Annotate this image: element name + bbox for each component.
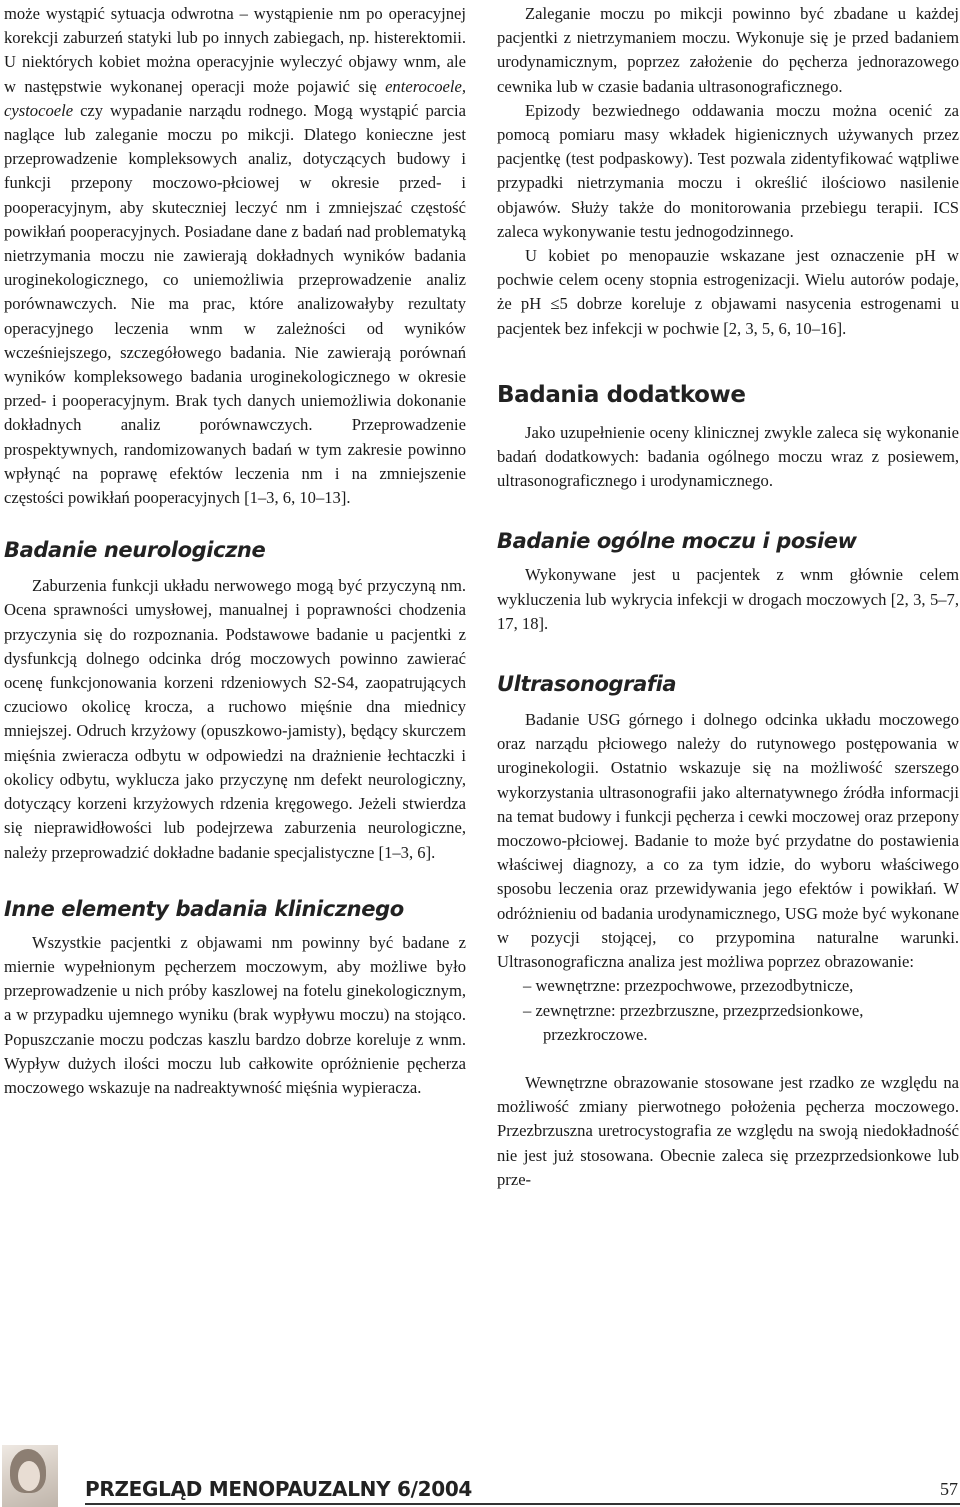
footer-rule [85, 1503, 960, 1505]
heading-other-clinical-elements: Inne elementy badania klinicznego [4, 896, 404, 921]
paragraph-pad-test: Epizody bezwiednego oddawania moczu można ocenić za pomocą pomiaru masy wkładek higienicznych używanych przez pacjentkę (test podpaskowy). Test pozwala zidentyfikować wątpliwe przypadki nietrzymania moczu i określić ilościowo nasilenie objawów. Służy także do monitorowania przebiegu terapii. ICS zaleca wykonywanie testu jednogodzinnego. [497, 100, 959, 241]
heading-additional-tests: Badania dodatkowe [497, 381, 746, 408]
paragraph-internal-imaging: Wewnętrzne obrazowanie stosowane jest rzadko ze względu na możliwość zmiany pierwotnego położenia pęcherza moczowego. Przezbrzuszna uretrocystografia ze względu na swoją niedokładność nie jest już stosowana. Obecnie zaleca się przezprzedsionkowe lub prze- [497, 1072, 959, 1189]
portrait-image [2, 1445, 58, 1507]
paragraph-additional-tests: Jako uzupełnienie oceny klinicznej zwykle zaleca się wykonanie badań dodatkowych: badania ogólnego moczu wraz z posiewem, ultrasonograficznego i urodynamicznego. [497, 422, 959, 491]
paragraph-intro-continued: może wystąpić sytuacja odwrotna – wystąpienie nm po operacyjnej korekcji zaburzeń statyki lub po innych zabiegach, np. histerektomii. U niektórych kobiet można operacyjnie wyleczyć objawy wnm, ale w następstwie wykonanej operacji może pojawić się enterocoele, cystocoele czy wypadanie narządu rodnego. Mogą wystąpić parcia naglące lub zaleganie moczu po mikcji. Dlatego konieczne jest przeprowadzenie kompleksowych analiz, dotyczących budowy i funkcji przepony moczowo-płciowej w okresie przed- i pooperacyjnym, aby skuteczniej leczyć nm i zmniejszać częstość powikłań pooperacyjnych. Posiadane dane z badań nad problematyką nietrzymania moczu nie zawierają dokładnych wyników badania uroginekologicznego, co uniemożliwia przeprowadzenie analiz porównawczych. Nie ma prac, które analizowałyby rezultaty operacyjnego leczenia wnm w zależności od wyników wcześniejszego, szczegółowego badania. Nie zawierają porównań wyników kompleksowego badania uroginekologicznego w okresie przed- i pooperacyjnym. Brak tych danych uniemożliwia dokonanie dokładnych analiz porównawczych. Przeprowadzenie prospektywnych, randomizowanych badań w tym zakresie powinno wpłynąć na poprawę efektów leczenia nm i na zmniejszenie częstości powikłań pooperacyjnych [1–3, 6, 10–13]. [4, 4, 466, 508]
heading-neurological-exam: Badanie neurologiczne [4, 538, 266, 563]
paragraph-residual-urine: Zaleganie moczu po mikcji powinno być zbadane u każdej pacjentki z nietrzymaniem moczu. Wykonuje się je przed badaniem urodynamicznym, poprzez założenie do pęcherza jednorazowego cewnika lub w czasie badania ultrasonograficznego. [497, 4, 959, 96]
journal-title: PRZEGLĄD MENOPAUZALNY 6/2004 [85, 1477, 473, 1501]
heading-ultrasonography: Ultrasonografia [497, 672, 677, 697]
imaging-list [497, 974, 959, 1047]
paragraph-ultrasonography: Badanie USG górnego i dolnego odcinka układu moczowego oraz narządu płciowego należy do rutynowego postępowania w uroginekologii. Ostatnio wskazuje się na możliwość szerszego wykorzystania ultrasonografii jako alternatywnego źródła informacji na temat budowy i funkcji pęcherza i cewki moczowej oraz przepony moczowo-płciowej. Badanie to może być przydatne do postawienia właściwej diagnozy, a co za tym idzie, do wyboru właściwego sposobu leczenia oraz przewidywania jego efektów i powikłań. W odróżnieniu od badania urodynamicznego, USG może być wykonane w pozycji stojącej, co przypomina naturalne warunki. Ultrasonograficzna analiza jest możliwa poprzez obrazowanie: [497, 710, 959, 972]
list-item: – wewnętrzne: przezpochwowe, przezodbytnicze, [523, 976, 854, 996]
page-number: 57 [940, 1479, 958, 1499]
left-column [4, 2, 466, 1100]
page-footer [0, 1445, 960, 1507]
right-column [497, 2, 959, 1192]
paragraph-neurological: Zaburzenia funkcji układu nerwowego mogą być przyczyną nm. Ocena sprawności umysłowej, manualnej i poprawności chodzenia przyczynia się do rozpoznania. Podstawowe badanie u pacjentki z dysfunkcją dolnego odcinka dróg moczowych powinno zawierać ocenę funkcjonowania korzeni rdzeniowych S2-S4, zaopatrujących czuciowo okolicę krocza, a ruchowo mięśnie dna miednicy mniejszej. Odruch krzyżowy (opuszkowo-jamisty), będący skurczem mięśnia zwieracza odbytu w odpowiedzi na drażnienie łechtaczki i okolicy odbytu, wyklucza jako przyczynę nm defekt neurologiczny, dotyczący korzeni krzyżowych rdzenia kręgowego. Jeżeli stwierdza się nieprawidłowości lub podejrzewa zaburzenia neurologiczne, należy przeprowadzić dokładne badanie specjalistyczne [1–3, 6]. [4, 576, 466, 862]
list-item: – zewnętrzne: przezbrzuszne, przezprzedsionkowe, przezkroczowe. [523, 1000, 864, 1044]
italic-terms: enterocoele, cystocoele [4, 76, 466, 120]
paragraph-other-clinical: Wszystkie pacjentki z objawami nm powinny być badane z miernie wypełnionym pęcherzem moczowym, aby możliwe było przeprowadzenie u nich próby kaszlowej na fotelu ginekologicznym, a w przypadku ujemnego wyniku (brak wypływu moczu) na stojąco. Popuszczanie moczu podczas kaszlu bardzo dobrze koreluje z wnm. Wypływ dużych ilości moczu lub całkowite opróżnienie pęcherza moczowego wskazuje na nadreaktywność mięśnia wypieracza. [4, 932, 466, 1097]
paragraph-ph: U kobiet po menopauzie wskazane jest oznaczenie pH w pochwie celem oceny stopnia estrogenizacji. Wielu autorów podaje, że pH ≤5 dobrze koreluje z objawami nasycenia estrogenami u pacjentek bez infekcji w pochwie [2, 3, 5, 6, 10–16]. [497, 246, 959, 338]
paragraph-urinalysis: Wykonywane jest u pacjentek z wnm głównie celem wykluczenia lub wykrycia infekcji w drogach moczowych [2, 3, 5–7, 17, 18]. [497, 565, 959, 633]
heading-urinalysis: Badanie ogólne moczu i posiew [497, 529, 857, 554]
